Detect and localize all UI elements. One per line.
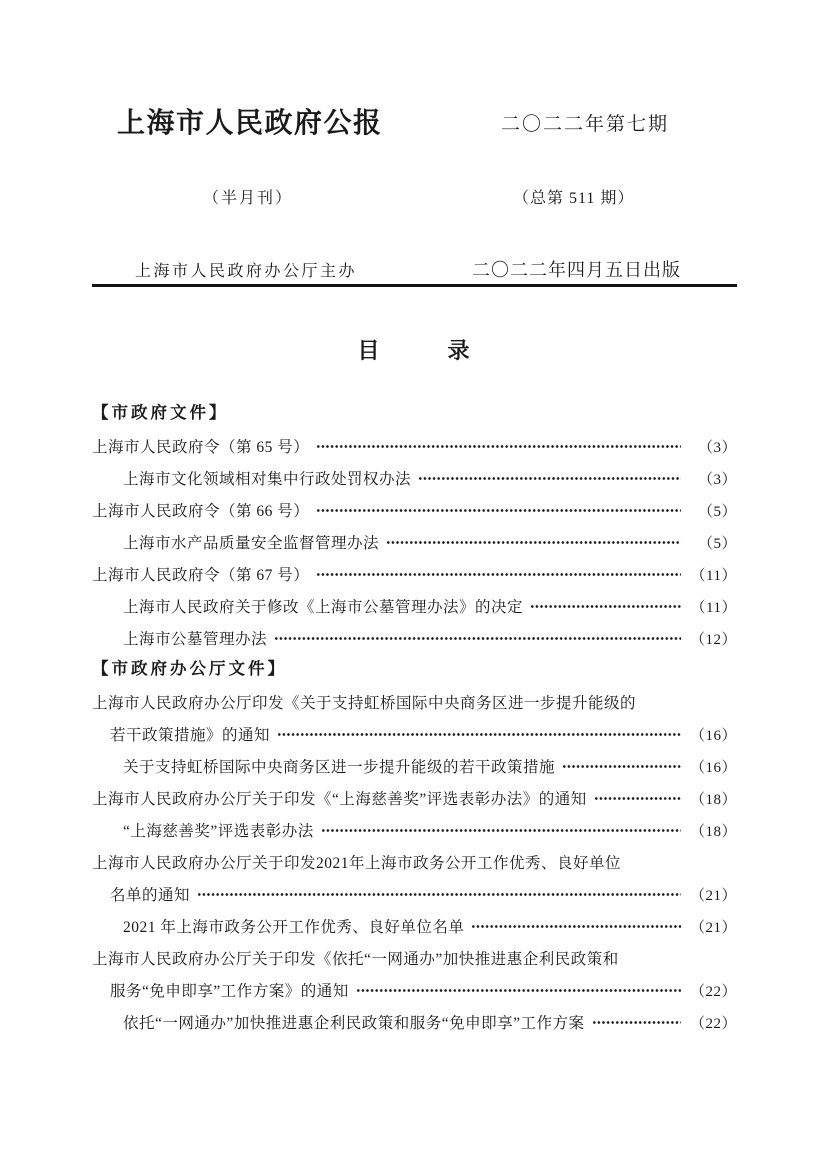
dot-leader (386, 526, 681, 558)
toc-entry (92, 910, 737, 942)
toc-entry (92, 430, 737, 462)
toc-entry-page: （11） (690, 599, 737, 616)
toc-entry-title: 关于支持虹桥国际中央商务区进一步提升能级的若干政策措施 (123, 759, 556, 776)
toc-title (0, 334, 827, 365)
toc-entry-page: （22） (689, 983, 737, 1000)
toc-entry-page: （18） (689, 791, 737, 808)
toc-entry (92, 590, 737, 622)
dot-leader (321, 814, 681, 846)
dot-leader (277, 718, 681, 750)
toc-entry-title: 上海市文化领域相对集中行政处罚权办法 (123, 471, 412, 488)
publisher-line: 上海市人民政府办公厅主办 (135, 263, 358, 280)
toc-entry-title: 若干政策措施》的通知 (110, 727, 271, 744)
dot-leader (197, 878, 681, 910)
toc-entry (92, 750, 737, 782)
toc-entry-title: 上海市人民政府令（第 66 号） (92, 503, 310, 520)
publication-frequency: （半月刊） (203, 190, 294, 207)
toc-entry-page: （3） (697, 439, 737, 456)
toc-entry-title: 上海市公墓管理办法 (123, 631, 268, 648)
toc-entry (92, 1006, 737, 1038)
toc-entry-title: 服务“免申即享”工作方案》的通知 (110, 983, 349, 1000)
issue-number: 二〇二二年第七期 (501, 114, 670, 135)
toc-entry (92, 686, 737, 718)
toc-entry (92, 782, 737, 814)
dot-leader (356, 974, 681, 1006)
toc-entry-title: 依托“一网通办”加快推进惠企利民政策和服务“免申即享”工作方案 (123, 1015, 585, 1032)
toc-entry-title: 上海市人民政府办公厅印发《关于支持虹桥国际中央商务区进一步提升能级的 (92, 695, 637, 712)
toc-entry-page: （5） (697, 535, 737, 552)
toc-list (92, 398, 737, 1038)
publish-date: 二〇二二年四月五日出版 (472, 260, 681, 280)
toc-entry-page: （16） (689, 759, 737, 776)
dot-leader (594, 782, 681, 814)
toc-entry-title: 上海市水产品质量安全监督管理办法 (123, 535, 380, 552)
toc-entry (92, 846, 737, 878)
toc-entry-title: 2021 年上海市政务公开工作优秀、良好单位名单 (123, 919, 465, 936)
toc-entry-title: 上海市人民政府办公厅关于印发2021年上海市政务公开工作优秀、良好单位 (92, 855, 622, 872)
toc-entry-title: “上海慈善奖”评选表彰办法 (123, 823, 314, 840)
toc-entry-page: （21） (689, 919, 737, 936)
toc-entry-page: （12） (689, 631, 737, 648)
toc-title-char-1: 目 (357, 338, 380, 363)
dot-leader (418, 462, 681, 494)
dot-leader (274, 622, 681, 654)
dot-leader (592, 1006, 681, 1038)
toc-entry (92, 878, 737, 910)
toc-entry (92, 718, 737, 750)
dot-leader (316, 430, 681, 462)
dot-leader (530, 590, 681, 622)
section-heading: 【市政府办公厅文件】 (92, 659, 287, 678)
dot-leader (471, 910, 681, 942)
toc-entry (92, 494, 737, 526)
toc-entry (92, 942, 737, 974)
toc-entry-page: （11） (690, 567, 737, 584)
dot-leader (316, 494, 681, 526)
toc-entry-title: 名单的通知 (110, 887, 191, 904)
toc-entry-title: 上海市人民政府关于修改《上海市公墓管理办法》的决定 (123, 599, 524, 616)
toc-entry (92, 622, 737, 654)
toc-entry (92, 558, 737, 590)
toc-entry-title: 上海市人民政府办公厅关于印发《依托“一网通办”加快推进惠企利民政策和 (92, 951, 619, 968)
toc-entry-title: 上海市人民政府办公厅关于印发《“上海慈善奖”评选表彰办法》的通知 (92, 791, 587, 808)
toc-entry-page: （3） (697, 471, 737, 488)
toc-entry (92, 526, 737, 558)
toc-entry (92, 462, 737, 494)
toc-entry (92, 814, 737, 846)
gazette-title: 上海市人民政府公报 (117, 108, 383, 139)
toc-entry-page: （5） (697, 503, 737, 520)
overall-issue-number: （总第 511 期） (513, 190, 635, 207)
toc-title-char-2: 录 (447, 338, 470, 363)
masthead-divider (92, 284, 737, 287)
toc-entry-page: （16） (689, 727, 737, 744)
toc-entry-title: 上海市人民政府令（第 67 号） (92, 567, 310, 584)
toc-entry-page: （18） (689, 823, 737, 840)
dot-leader (316, 558, 681, 590)
section-heading: 【市政府文件】 (92, 403, 229, 422)
toc-entry-page: （21） (689, 887, 737, 904)
dot-leader (562, 750, 681, 782)
toc-entry-page: （22） (689, 1015, 737, 1032)
toc-entry-title: 上海市人民政府令（第 65 号） (92, 439, 310, 456)
toc-entry (92, 974, 737, 1006)
